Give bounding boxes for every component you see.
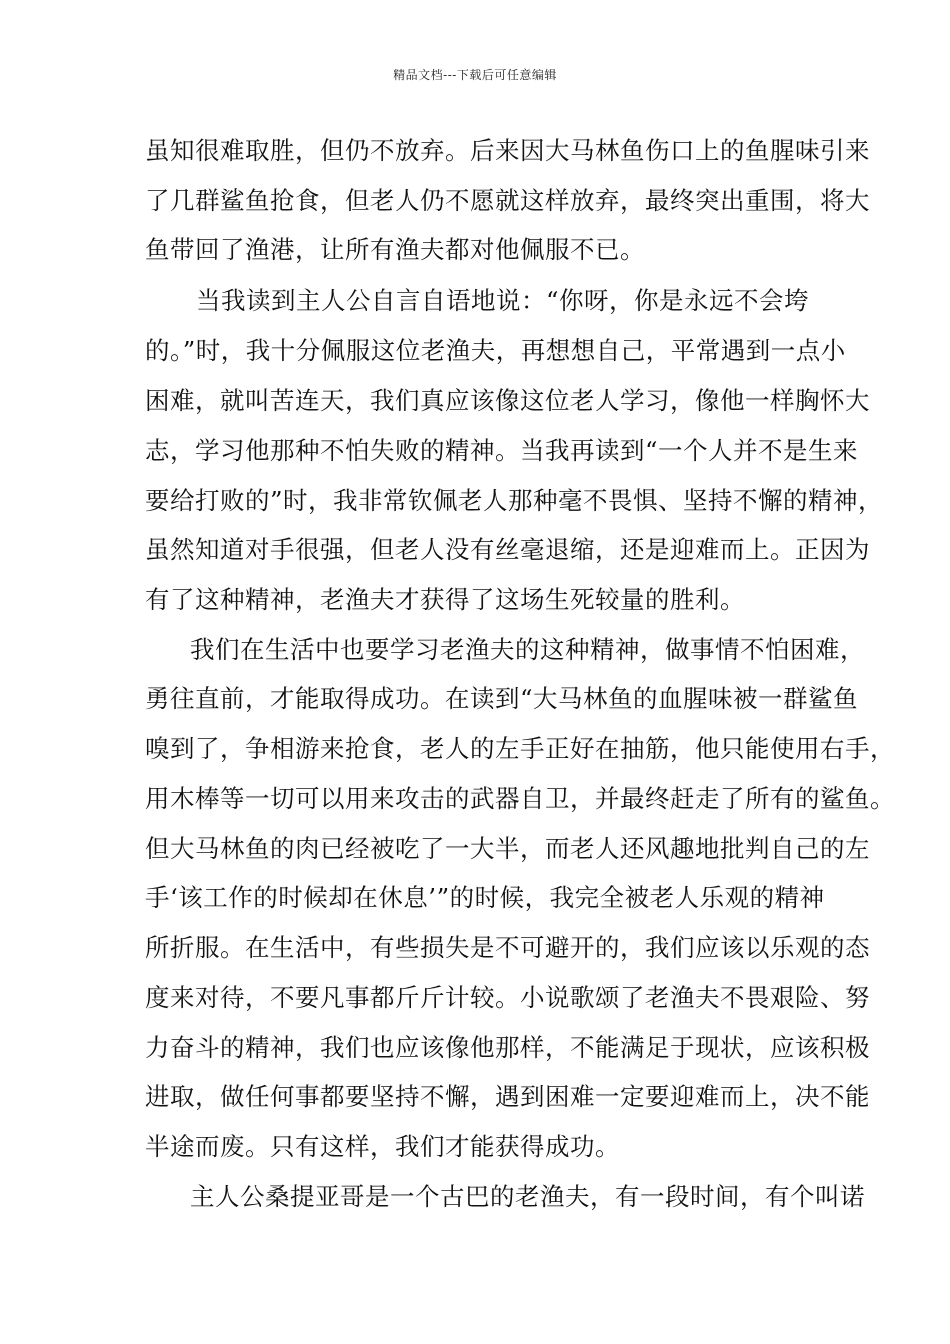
text-line: 虽知很难取胜，但仍不放弃。后来因大马林鱼伤口上的鱼腥味引来 [145, 136, 870, 165]
text-line: 但大马林鱼的肉已经被吃了一大半，而老人还风趣地批判自己的左 [145, 834, 870, 863]
text-line: 鱼带回了渔港，让所有渔夫都对他佩服不已。 [145, 235, 645, 264]
text-line: 当我读到主人公自言自语地说：“你呀，你是永远不会垮 [196, 286, 810, 315]
text-line: 勇往直前，才能取得成功。在读到“大马林鱼的血腥味被一群鲨鱼 [145, 684, 859, 713]
text-line: 的。”时，我十分佩服这位老渔夫，再想想自己，平常遇到一点小 [145, 336, 846, 365]
text-line: 用木棒等一切可以用来攻击的武器自卫，并最终赶走了所有的鲨鱼。 [145, 784, 895, 813]
text-line: 进取，做任何事都要坚持不懈，遇到困难一定要迎难而上，决不能 [145, 1082, 870, 1111]
text-line: 志，学习他那种不怕失败的精神。当我再读到“一个人并不是生来 [145, 436, 859, 465]
text-line: 半途而废。只有这样，我们才能获得成功。 [145, 1132, 620, 1161]
text-line: 我们在生活中也要学习老渔夫的这种精神，做事情不怕困难， [190, 635, 865, 664]
text-line: 困难，就叫苦连天，我们真应该像这位老人学习，像他一样胸怀大 [145, 386, 870, 415]
text-line: 了几群鲨鱼抢食，但老人仍不愿就这样放弃，最终突出重围，将大 [145, 186, 870, 215]
text-line: 嗅到了，争相游来抢食，老人的左手正好在抽筋，他只能使用右手， [145, 734, 895, 763]
text-line: 主人公桑提亚哥是一个古巴的老渔夫，有一段时间，有个叫诺 [190, 1182, 865, 1211]
text-line: 手‘该工作的时候却在休息’”的时候，我完全被老人乐观的精神 [145, 883, 825, 912]
text-line: 虽然知道对手很强，但老人没有丝毫退缩，还是迎难而上。正因为 [145, 535, 870, 564]
page-header: 精品文档---下载后可任意编辑 [393, 68, 557, 82]
text-line: 有了这种精神，老渔夫才获得了这场生死较量的胜利。 [145, 585, 745, 614]
text-line: 所折服。在生活中，有些损失是不可避开的，我们应该以乐观的态 [145, 933, 870, 962]
text-line: 力奋斗的精神，我们也应该像他那样，不能满足于现状，应该积极 [145, 1033, 870, 1062]
text-line: 要给打败的”时，我非常钦佩老人那种毫不畏惧、坚持不懈的精神， [145, 486, 884, 515]
text-line: 度来对待，不要凡事都斤斤计较。小说歌颂了老渔夫不畏艰险、努 [145, 983, 870, 1012]
